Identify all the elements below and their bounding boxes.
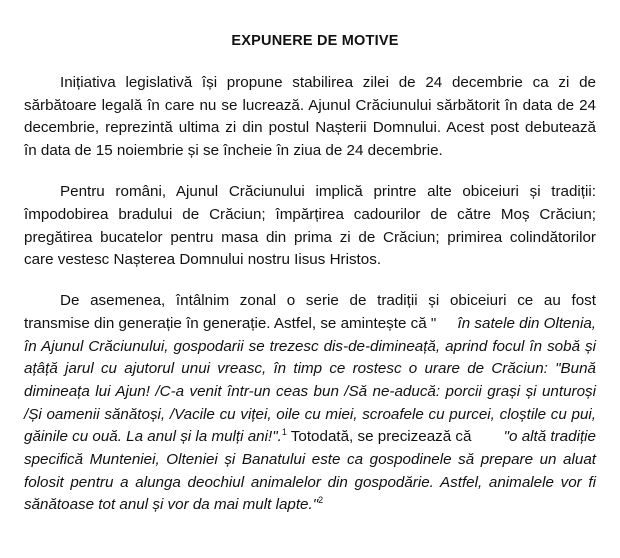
final-quote-text: sănătoase tot anul și vor da mai mult lapte.": [24, 496, 319, 513]
paragraph-1-line-3: decembrie, reprezintă ultima zi din postul Nașterii Domnului. Acest post debutează: [24, 119, 596, 136]
paragraph-3-line-4: ațâță jarul cu ajutorul unui vreasc, în timp ce rostesc o urare de Crăciun: "Bună: [24, 360, 596, 377]
paragraph-2-line-2: împodobirea bradului de Crăciun; împărțirea cadourilor de către Moș Crăciun;: [24, 206, 596, 223]
paragraph-3-line-5: dimineața lui Ajun! /C-a venit într-un ceas bun /Să ne-aducă: porcii grași și unturoși: [24, 383, 596, 400]
paragraph-3-line-2-text: transmise din generație în generație. Astfel, se amintește că ": [24, 315, 437, 332]
paragraph-3-line-6: /Și oamenii sănătoși, /Vacile cu viței, oile cu miei, scroafele cu purcei, cloștile cu pui,: [24, 406, 596, 423]
footnote-ref-2[interactable]: 2: [318, 494, 324, 505]
paragraph-2-line-1: Pentru români, Ajunul Crăciunului implică printre alte obiceiuri și tradiții:: [60, 183, 596, 200]
paragraph-1-line-1: Inițiativa legislativă își propune stabilirea zilei de 24 decembrie ca zi de: [60, 74, 596, 91]
totodata-text: Totodată, se precizează că: [286, 428, 472, 445]
paragraph-3-line-8: specifică Munteniei, Olteniei și Banatului este ca gospodinele să prepare un aluat: [24, 451, 596, 468]
document-title: EXPUNERE DE MOTIVE: [231, 33, 399, 49]
quote-end: găinile cu ouă. La anul și la mulți ani!".: [24, 428, 282, 445]
paragraph-1-line-4: în data de 15 noiembrie și se încheie în ziua de 24 decembrie.: [24, 142, 443, 159]
paragraph-2-line-4: care vestesc Nașterea Domnului nostru Iisus Hristos.: [24, 251, 382, 268]
paragraph-3-line-7: [24, 428, 596, 448]
paragraph-2-line-3: pregătirea bucatelor pentru masa din prima zi de Crăciun; primirea colindătorilor: [24, 229, 596, 246]
paragraph-3-line-9: folosit pentru a alunga deochiul animalelor din gospodărie. Astfel, animalele vor fi: [24, 474, 596, 491]
footnote-ref-1[interactable]: 1: [281, 426, 287, 437]
paragraph-3-line-10: [24, 496, 596, 516]
paragraph-1-line-2: sărbătoare legală în care nu se lucrează. Ajunul Crăciunului sărbătorit în data de 24: [24, 97, 596, 114]
paragraph-3-line-3: în Ajunul Crăciunului, gospodarii se trezesc dis-de-dimineață, aprind focul în sobă și: [24, 338, 596, 355]
paragraph-3-line-2-quote: în satele din Oltenia,: [457, 315, 596, 332]
paragraph-3-line-2: [24, 315, 596, 335]
paragraph-3-line-7-quote: "o altă tradiție: [503, 428, 596, 445]
paragraph-3-line-7-left: [24, 428, 471, 448]
paragraph-3-line-1: De asemenea, întâlnim zonal o serie de tradiții și obiceiuri ce au fost: [60, 292, 596, 309]
